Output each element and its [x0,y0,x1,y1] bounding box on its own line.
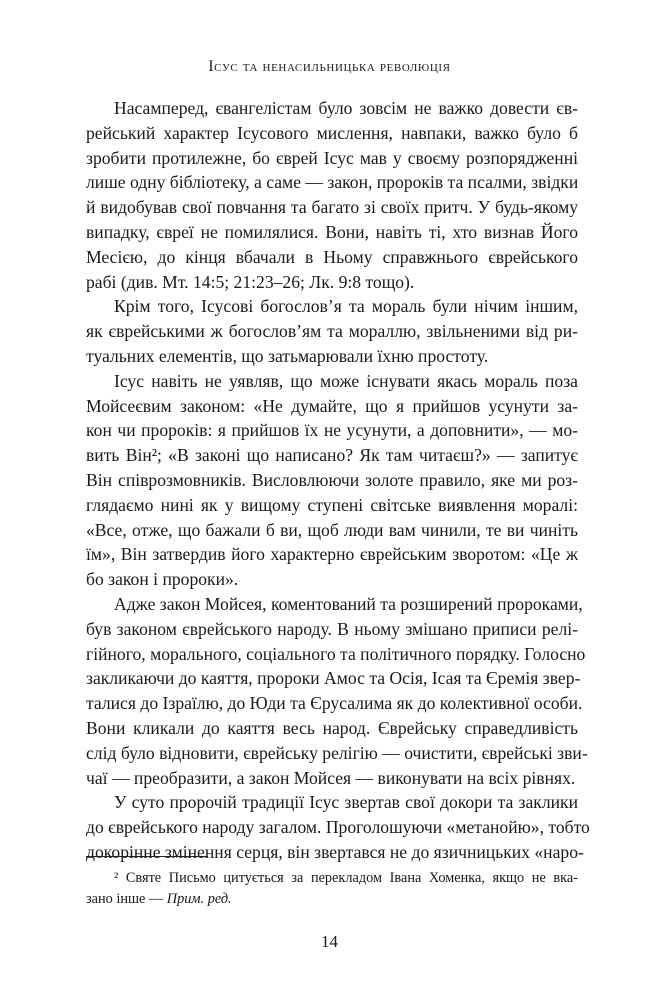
footnote-line: ² Святе Письмо цитується за перекладом Івана Хоменка, якщо не вка- [114,870,578,886]
paragraph-line: Месією, до кінця вбачали в Ньому справжнього єврейського [86,246,578,267]
paragraph-line: слід було відновити, єврейську релігію — очистити, єврейські зви- [86,742,588,763]
paragraph-line: талися до Ізраїлю, до Юди та Єрусалима як до колективної особи. [86,693,583,714]
paragraph-line: чаї — преобразити, а закон Мойсея — виконувати на всіх рівнях. [86,767,576,788]
editor-note: Прим. ред. [166,891,232,907]
paragraph-line: їм», Він затвердив його характерно єврейським зворотом: «Це ж [86,544,578,565]
paragraph-line: докорінне змінення серця, він звертався не до язичницьких «наро- [86,841,584,862]
paragraph-line: лише одну бібліотеку, а саме — закон, пророків та псалми, звідки [86,172,579,193]
paragraph-line: У суто пророчій традиції Ісус звертав свої докори та заклики [114,792,578,813]
paragraph-line: гійного, морального, соціального та політичного порядку. Голосно [86,643,586,664]
paragraph-line: вить Він²; «В законі що написано? Як там читаєш?» — запитує [86,445,578,466]
paragraph-line: закликаючи до каяття, пророки Амос та Осія, Ісая та Єремія звер- [86,668,581,689]
footnote-divider [86,856,208,857]
paragraph-line: як єврейськими ж богослов’ям та мораллю, звільненими від ри- [86,321,578,342]
paragraph-line: Адже закон Мойсея, коментований та розширений пророками, [114,593,583,614]
paragraph-line: Мойсеєвим законом: «Не думайте, що я прийшов усунути за- [86,395,578,416]
paragraph-line: Вони кликали до каяття весь народ. Єврейську справедливість [86,717,578,738]
paragraph-line: «Все, отже, що бажали б ви, щоб люди вам чинили, те ви чиніть [86,519,578,540]
paragraph-line: зробити протилежне, бо єврей Ісус мав у своєму розпорядженні [86,147,578,168]
paragraph-line: Ісус навіть не уявляв, що може існувати якась мораль поза [114,370,578,391]
paragraph-line: туальних елементів, що затьмарювали їхню простоту. [86,345,489,366]
paragraph-line: бо закон і пророки». [86,569,239,590]
paragraph-line: Насамперед, євангелістам було зовсім не важко довести єв- [114,98,578,118]
body-text [86,96,590,865]
footnote-text: зано інше — [86,891,167,907]
paragraph-line: був законом єврейського народу. В ньому змішано приписи релі- [86,618,578,639]
footnote [86,868,578,910]
running-head: Ісус та ненасильницька революція [208,58,451,75]
paragraph-line: глядаємо нині як у вищому ступені світське виявлення моралі: [86,494,578,515]
paragraph-line: Крім того, Ісусові богослов’я та мораль були нічим іншим, [114,296,578,317]
paragraph-line: кон чи пророків: я прийшов їх не усунути, а доповнити», — мо- [86,420,578,441]
paragraph-line: рабі (див. Мт. 14:5; 21:23–26; Лк. 9:8 тощо). [86,271,415,292]
paragraph-line: рейський характер Ісусового мислення, навпаки, важко було б [86,122,578,143]
paragraph-line: випадку, євреї не помилялися. Вони, навіть ті, хто визнав Його [86,221,578,242]
paragraph-line: Він співрозмовників. Висловлюючи золоте правило, яке ми роз- [86,469,578,490]
paragraph-line: до єврейського народу загалом. Проголошуючи «метанойю», тобто [86,817,590,838]
footnote-line [86,889,578,910]
paragraph-line: й видобував свої повчання та багато зі своїх притч. У будь-якому [86,197,578,218]
page-number: 14 [321,932,338,951]
